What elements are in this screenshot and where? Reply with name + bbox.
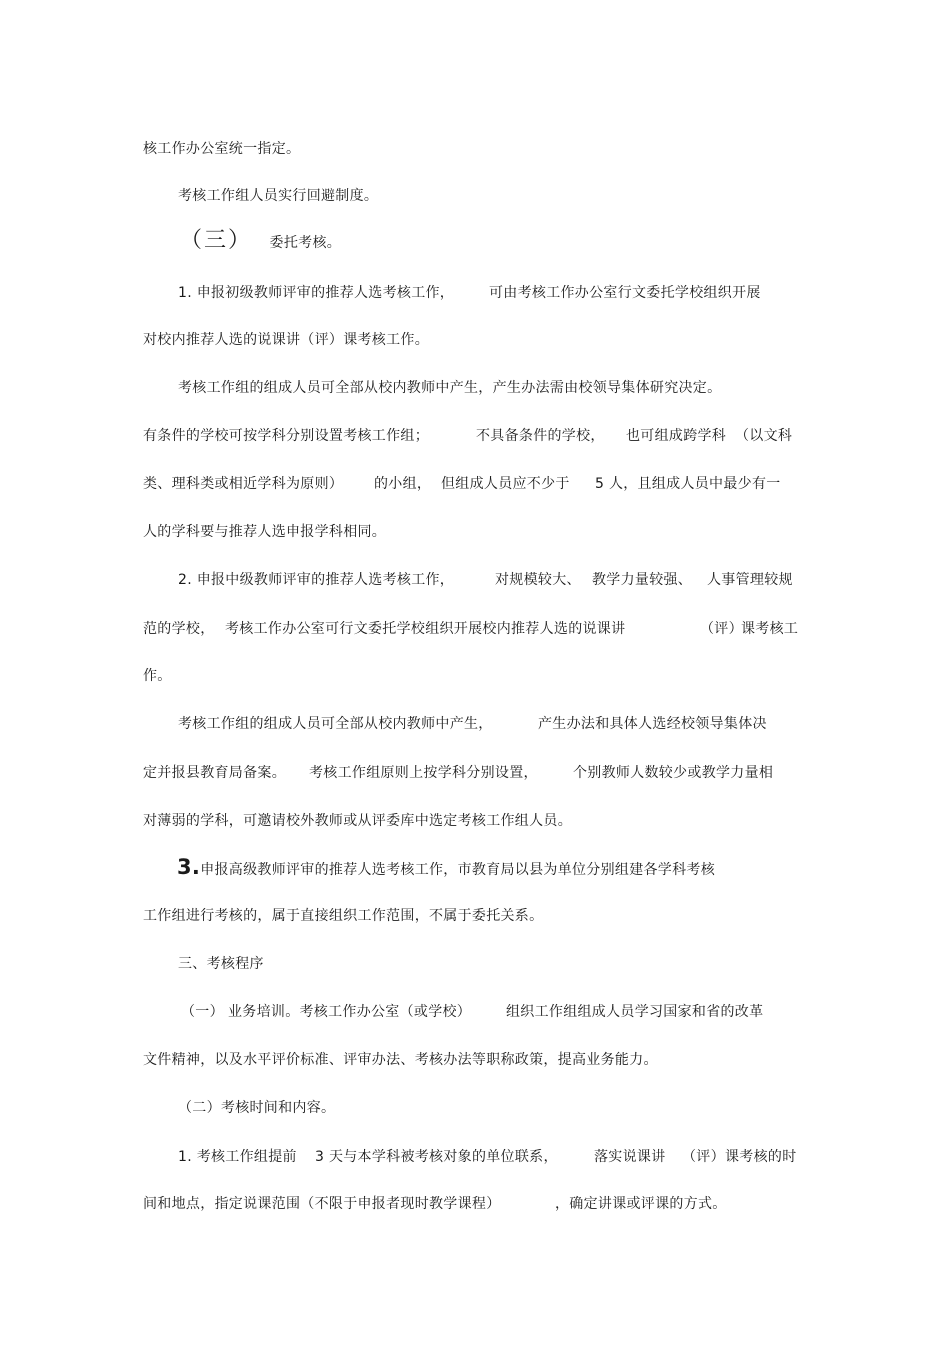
paragraph-line <box>441 474 570 494</box>
text-run: 业务培训。考核工作办公室（或学校） <box>228 1004 472 1020</box>
heading-text: 委托考核。 <box>269 235 342 251</box>
paragraph-line <box>143 1194 501 1214</box>
text-run: 考核工作组原则上按学科分别设置， <box>309 765 538 781</box>
text-run: 课考核的时 <box>725 1149 797 1165</box>
text-run: 不具备条件的学校， <box>476 428 605 444</box>
text-run: 课考核工 <box>741 621 799 637</box>
text-run: 5 人，且组成人员中最少有一 <box>595 476 781 492</box>
paragraph-line <box>178 714 493 734</box>
paragraph-line <box>735 426 792 446</box>
text-run: 产生办法和具体人选经校领导集体决 <box>538 716 767 732</box>
paragraph-line <box>181 1002 224 1022</box>
text-run: 考核工作办公室可行文委托学校组织开展校内推荐人选的说课讲 <box>225 621 626 637</box>
paragraph-line <box>228 1002 471 1022</box>
text-run: （评） <box>682 1149 725 1165</box>
paragraph-line <box>143 619 215 639</box>
paragraph-line <box>178 186 378 206</box>
text-run: 1. 考核工作组提前 <box>178 1149 297 1165</box>
paragraph-line <box>489 283 761 303</box>
paragraph-line <box>725 1147 797 1167</box>
paragraph-line <box>178 283 454 303</box>
paragraph-line <box>374 474 431 494</box>
heading-number: （三） <box>180 228 253 253</box>
paragraph-line <box>143 426 429 446</box>
paragraph-line <box>143 522 386 542</box>
text-run: 但组成人员应不少于 <box>441 476 570 492</box>
text-run: 个别教师人数较少或教学力量相 <box>573 765 774 781</box>
text-run: 落实说课讲 <box>594 1149 666 1165</box>
heading-text: 三、考核程序 <box>178 956 264 972</box>
text-run: 间和地点，指定说课范围（不限于申报者现时教学课程） <box>143 1196 501 1212</box>
text-run: 教学力量较强、 <box>592 572 693 588</box>
paragraph-line <box>741 619 798 639</box>
text-run: 工作组进行考核的，属于直接组织工作范围，不属于委托关系。 <box>143 908 544 924</box>
paragraph-line <box>682 1147 725 1167</box>
paragraph-line <box>538 714 767 734</box>
text-run: 的小组， <box>374 476 432 492</box>
paragraph-line <box>707 570 793 590</box>
text-run: 组织工作组组成人员学习国家和省的改革 <box>506 1004 764 1020</box>
paragraph-line <box>700 619 743 639</box>
text-run: 人事管理较规 <box>707 572 793 588</box>
text-run: 对校内推荐人选的说课讲（评）课考核工作。 <box>143 332 429 348</box>
paragraph-line <box>143 1050 658 1070</box>
paragraph-line <box>143 906 543 926</box>
text-run: 范的学校， <box>143 621 215 637</box>
paragraph-line <box>143 666 172 686</box>
paragraph-line <box>495 570 581 590</box>
text-run: 作。 <box>143 668 172 684</box>
text-run: 对规模较大、 <box>495 572 581 588</box>
paragraph-line <box>177 857 715 880</box>
text-run: 人的学科要与推荐人选申报学科相同。 <box>143 524 387 540</box>
text-run: （二）考核时间和内容。 <box>178 1100 336 1116</box>
text-run: （一） <box>181 1004 224 1020</box>
paragraph-line <box>595 474 781 494</box>
text-run: 考核工作组的组成人员可全部从校内教师中产生， <box>178 716 493 732</box>
paragraph-line <box>143 139 300 159</box>
section-heading <box>180 228 342 253</box>
text-run: 也可组成跨学科 <box>626 428 727 444</box>
text-run: 对薄弱的学科，可邀请校外教师或从评委库中选定考核工作组人员。 <box>143 813 572 829</box>
text-run: 2. 申报中级教师评审的推荐人选考核工作， <box>178 572 455 588</box>
text-run: 3 天与本学科被考核对象的单位联系， <box>315 1149 558 1165</box>
text-run: 定并报县教育局备案。 <box>143 765 286 781</box>
paragraph-line <box>476 426 605 446</box>
text-run: 考核工作组的组成人员可全部从校内教师中产生，产生办法需由校领导集体研究决定。 <box>178 380 722 396</box>
text-run: （评） <box>700 621 743 637</box>
text-run: 申报高级教师评审的推荐人选考核工作，市教育局以县为单位分别组建各学科考核 <box>200 862 716 878</box>
paragraph-line <box>143 763 286 783</box>
paragraph-line <box>225 619 625 639</box>
paragraph-line <box>178 378 721 398</box>
text-run: 1. 申报初级教师评审的推荐人选考核工作， <box>178 285 455 301</box>
text-run: 文件精神，以及水平评价标准、评审办法、考核办法等职称政策，提高业务能力。 <box>143 1052 658 1068</box>
paragraph-line <box>178 570 454 590</box>
paragraph-line <box>506 1002 763 1022</box>
section-heading <box>178 954 264 974</box>
text-run: 可由考核工作办公室行文委托学校组织开展 <box>489 285 761 301</box>
paragraph-line <box>555 1194 727 1214</box>
text-run: （以文科 <box>735 428 793 444</box>
paragraph-line <box>573 763 773 783</box>
paragraph-line <box>594 1147 666 1167</box>
paragraph-line <box>143 330 429 350</box>
paragraph-line <box>143 474 343 494</box>
paragraph-line <box>178 1098 335 1118</box>
paragraph-line <box>178 1147 297 1167</box>
paragraph-line <box>315 1147 558 1167</box>
paragraph-line <box>309 763 538 783</box>
paragraph-line <box>592 570 692 590</box>
text-run: 类、理科类或相近学科为原则） <box>143 476 344 492</box>
item-number: 3. <box>177 855 201 879</box>
paragraph-line <box>143 811 572 831</box>
text-run: ，确定讲课或评课的方式。 <box>555 1196 727 1212</box>
text-run: 有条件的学校可按学科分别设置考核工作组； <box>143 428 429 444</box>
text-run: 考核工作组人员实行回避制度。 <box>178 188 379 204</box>
paragraph-line <box>626 426 726 446</box>
text-run: 核工作办公室统一指定。 <box>143 141 301 157</box>
